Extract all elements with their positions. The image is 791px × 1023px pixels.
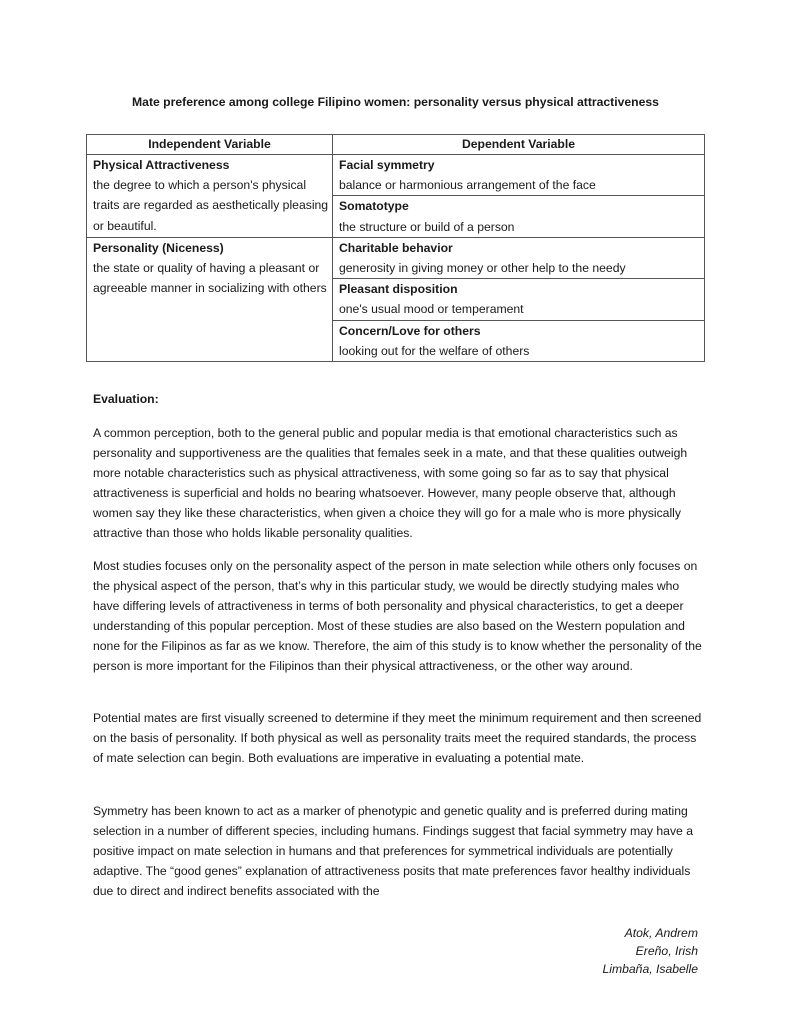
iv-name: Personality (Niceness) — [93, 240, 224, 255]
dv-description: generosity in giving money or other help to the needy — [339, 261, 626, 276]
dv-description: one's usual mood or temperament — [339, 302, 524, 317]
document-title: Mate preference among college Filipino women: personality versus physical attractiveness — [132, 95, 659, 109]
dependent-variable-cell — [333, 237, 705, 278]
iv-name: Physical Attractiveness — [93, 158, 230, 172]
dv-name: Charitable behavior — [339, 240, 453, 255]
dv-description: the structure or build of a person — [339, 219, 515, 234]
variables-table — [86, 134, 705, 362]
dv-name: Concern/Love for others — [339, 323, 481, 338]
dv-description: looking out for the welfare of others — [339, 343, 530, 358]
iv-description: the state or quality of having a pleasant or agreeable manner in socializing with others — [93, 261, 327, 296]
dependent-variable-cell — [333, 196, 705, 237]
evaluation-paragraph: Potential mates are first visually screened to determine if they meet the minimum requirement and then screened on the basis of personality. If both physical as well as personality traits meet the required standards, the process of mate selection can begin. Both evaluations are imperative in evaluating a potential mate. — [93, 711, 702, 765]
evaluation-paragraph: A common perception, both to the general public and popular media is that emotional characteristics such as personality and supportiveness are the qualities that females seek in a mate, and that these qualities outweigh more notable characteristics such as physical attractiveness, with some going so far as to say that physical attractiveness is superficial and holds no bearing whatsoever. However, many people observe that, although women say they like these characteristics, when given a choice they will go for a male who is more physically attractive than those who holds likable personality qualities. — [93, 426, 688, 540]
dependent-variable-cell — [333, 279, 705, 320]
dependent-variable-cell — [333, 320, 705, 361]
dv-name: Pleasant disposition — [339, 282, 458, 297]
dependent-variable-cell — [333, 155, 705, 196]
evaluation-paragraph: Most studies focuses only on the personality aspect of the person in mate selection while others only focuses on the physical aspect of the person, that’s why in this particular study, we would be directly studying males who have differing levels of attractiveness in terms of both personality and physical characteristics, to get a deeper understanding of this popular perception. Most of these studies are also based on the Western population and none for the Filipinos as far as we know. Therefore, the aim of this study is to know whether the personality of the person is more important for the Filipinos than their physical attractiveness, or the other way around. — [93, 559, 702, 673]
dv-name: Somatotype — [339, 199, 409, 214]
table-row — [87, 237, 705, 278]
author-name: Atok, Andrem — [624, 926, 698, 940]
dv-name: Facial symmetry — [339, 158, 435, 172]
independent-variable-cell — [87, 237, 333, 361]
independent-variable-cell — [87, 155, 333, 238]
table-row — [87, 155, 705, 196]
evaluation-heading: Evaluation: — [93, 392, 159, 406]
dv-description: balance or harmonious arrangement of the face — [339, 178, 596, 193]
author-name: Ereño, Irish — [635, 944, 698, 958]
table-header-row — [87, 135, 705, 155]
dependent-variable-header: Dependent Variable — [333, 135, 705, 155]
iv-description: the degree to which a person's physical traits are regarded as aesthetically pleasing or beautiful. — [93, 178, 329, 233]
author-name: Limbaña, Isabelle — [602, 962, 698, 976]
authors-block — [602, 924, 698, 978]
independent-variable-header: Independent Variable — [87, 135, 333, 155]
evaluation-paragraph: Symmetry has been known to act as a marker of phenotypic and genetic quality and is preferred during mating selection in a number of different species, including humans. Findings suggest that facial symmetry may have a positive impact on mate selection in humans and that preferences for symmetrical individuals are potentially adaptive. The “good genes” explanation of attractiveness posits that mate preferences favor healthy individuals due to direct and indirect benefits associated with the — [93, 804, 693, 898]
